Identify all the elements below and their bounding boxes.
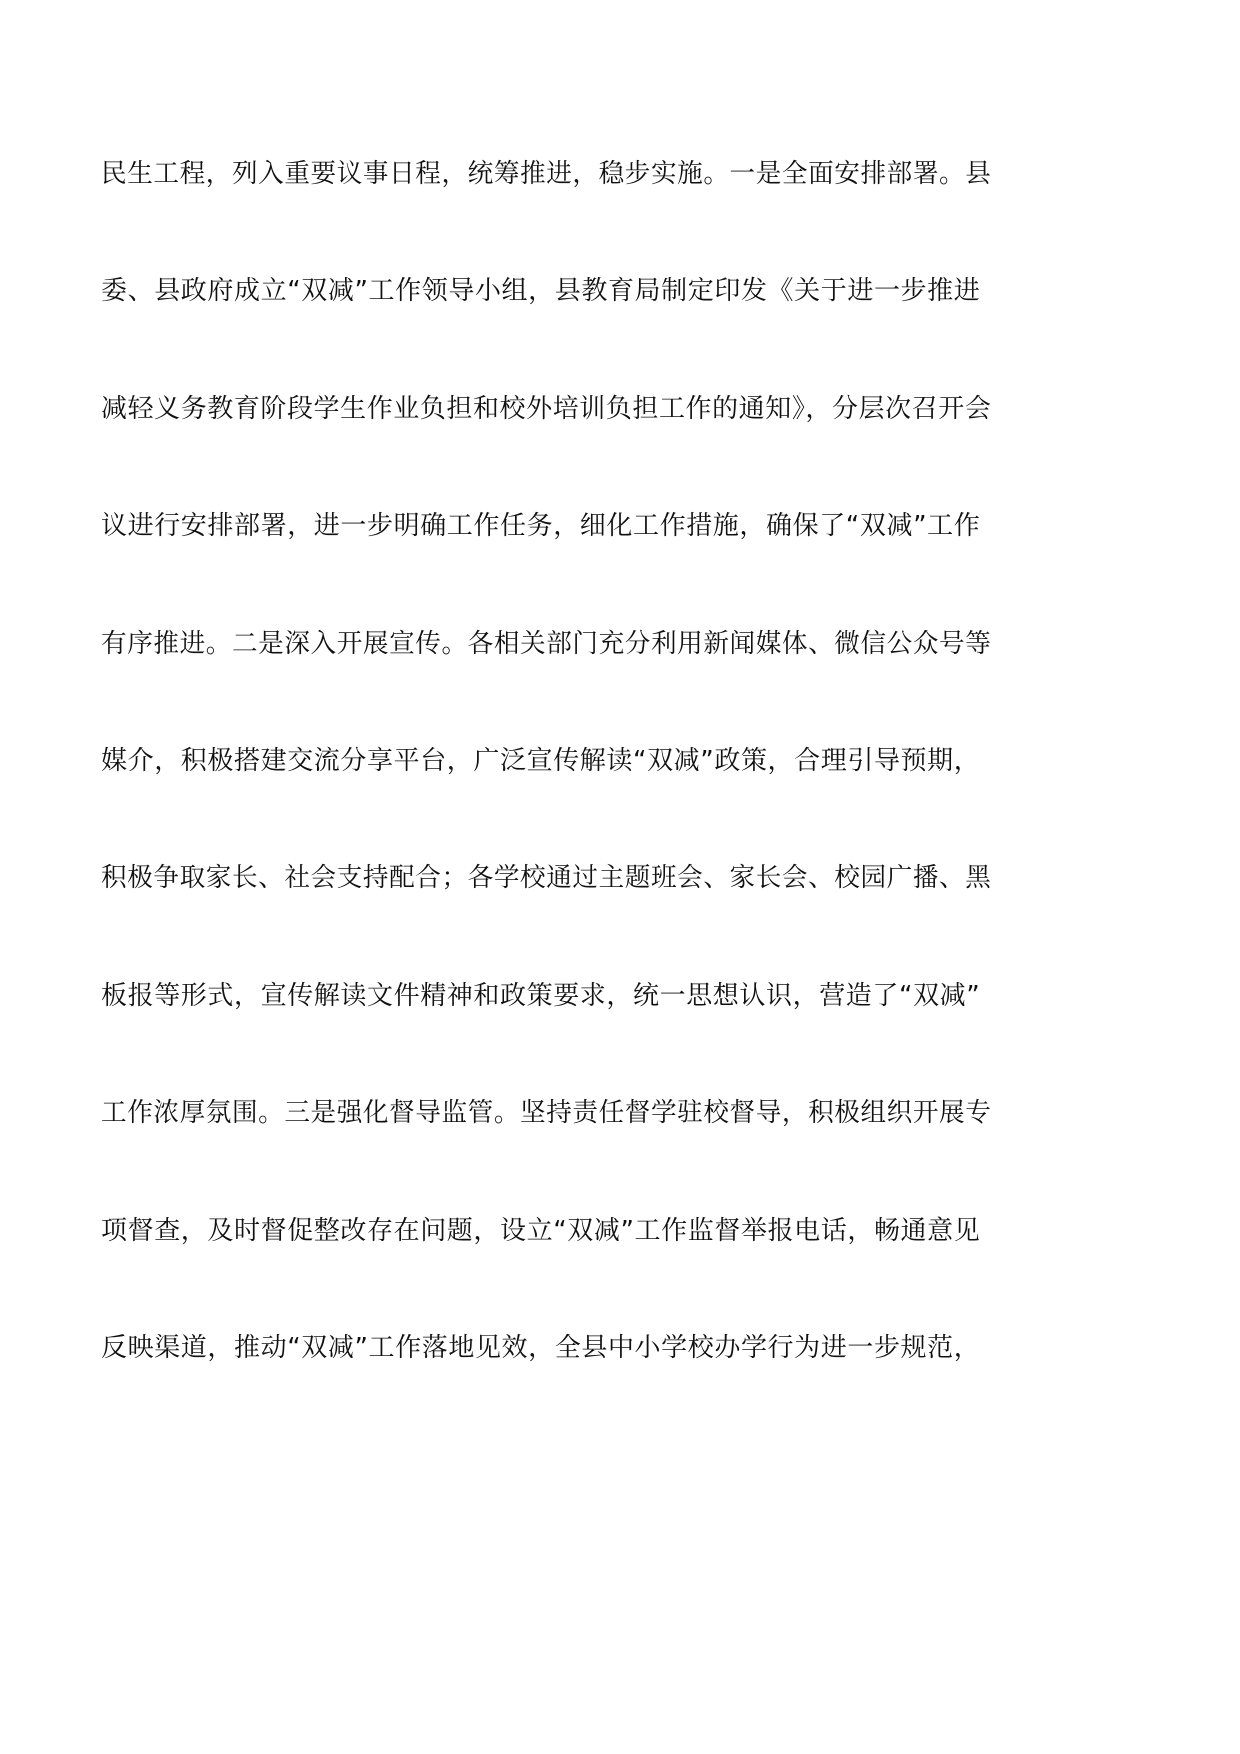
text-line: 反映渠道，推动“双减”工作落地见效，全县中小学校办学行为进一步规范， xyxy=(101,1333,981,1363)
text-line: 板报等形式，宣传解读文件精神和政策要求，统一思想认识，营造了“双减” xyxy=(101,980,981,1011)
text-line: 民生工程，列入重要议事日程，统筹推进，稳步实施。一是全面安排部署。县 xyxy=(101,159,992,189)
text-line: 积极争取家长、社会支持配合；各学校通过主题班会、家长会、校园广播、黑 xyxy=(101,863,992,894)
text-line: 媒介，积极搭建交流分享平台，广泛宣传解读“双减”政策，合理引导预期， xyxy=(101,746,981,776)
text-line: 减轻义务教育阶段学生作业负担和校外培训负担工作的通知》，分层次召开会 xyxy=(101,393,992,424)
text-line: 委、县政府成立“双减”工作领导小组，县教育局制定印发《关于进一步推进 xyxy=(101,276,981,307)
text-line: 有序推进。二是深入开展宣传。各相关部门充分利用新闻媒体、微信公众号等 xyxy=(101,628,992,659)
text-line: 项督查，及时督促整改存在问题，设立“双减”工作监督举报电话，畅通意见 xyxy=(101,1215,981,1246)
text-line: 议进行安排部署，进一步明确工作任务，细化工作措施，确保了“双减”工作 xyxy=(101,511,981,542)
text-line: 工作浓厚氛围。三是强化督导监管。坚持责任督学驻校督导，积极组织开展专 xyxy=(101,1098,992,1129)
